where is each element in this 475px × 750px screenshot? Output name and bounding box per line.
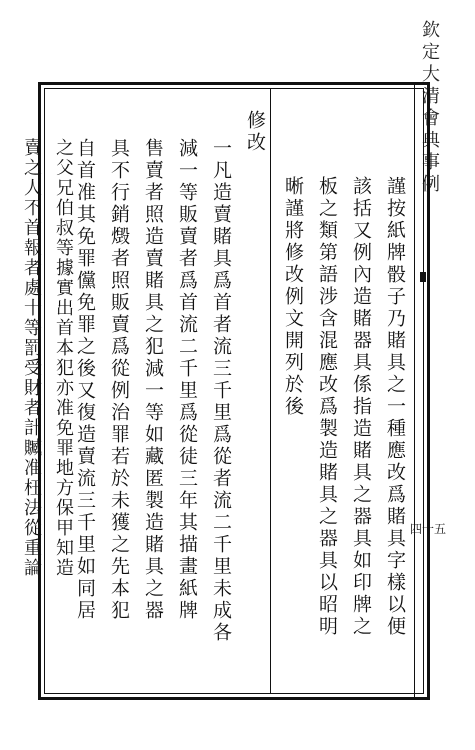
text-column-12: 賣之人不首報者處十等罰受財者計贓准枉法從重論 (21, 138, 42, 578)
header-strip (414, 82, 430, 700)
text-column-3: 板之類第語涉含混應改爲製造賭具之器具以昭明 (316, 176, 338, 638)
text-column-2: 該括又例內造賭器具係指造賭具之器具如印牌之 (350, 176, 372, 638)
text-column-8: 售賣者照造賣賭具之犯減一等如藏匿製造賭具之器 (142, 138, 164, 622)
text-column-11: 之父兄伯叔等據實出首本犯亦准免罪地方保甲知造 (53, 138, 74, 578)
column-rule (270, 88, 271, 694)
folio-number: 四十五 (410, 522, 447, 536)
text-column-9: 具不行銷燬者照販賣爲從例治罪若於未獲之先本犯 (108, 138, 130, 622)
text-column-6: 一凡造賣賭具爲首者流三千里爲從者流二千里未成各 (210, 138, 232, 644)
section-label: 修改 (244, 110, 266, 154)
text-column-7: 減一等販賣者爲首流二千里爲從徒三年其描畫紙牌 (176, 138, 198, 622)
text-column-1: 謹按紙牌骰子乃賭具之一種應改爲賭具字樣以便 (384, 176, 406, 638)
text-column-10: 自首准其免罪儻免罪之後又復造賣流三千里如同居 (74, 138, 96, 622)
text-column-4: 晰謹將修改例文開列於後 (282, 176, 304, 418)
running-header: 欽定大清會典事例 (419, 20, 440, 196)
